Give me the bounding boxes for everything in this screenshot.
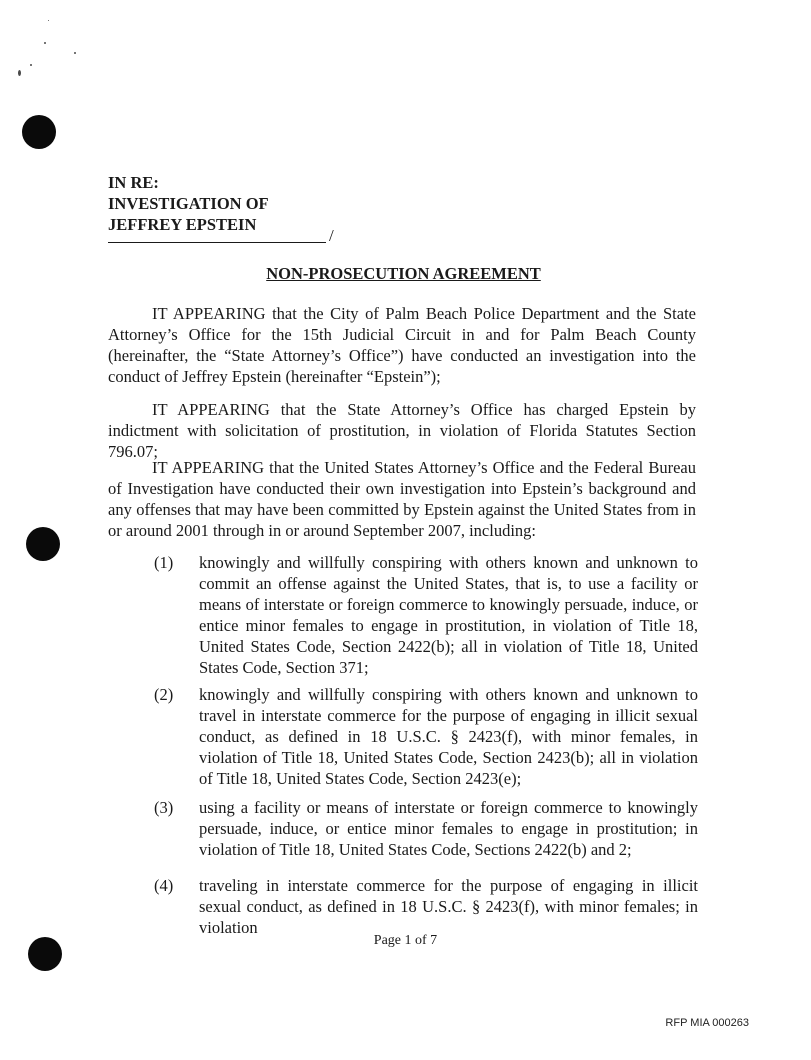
list-item (150, 797, 698, 860)
document-title (0, 264, 811, 284)
list-item-number: (2) (154, 685, 174, 704)
document-title-text: NON-PROSECUTION AGREEMENT (266, 264, 541, 283)
list-item-text: knowingly and willfully conspiring with others known and unknown to travel in interstate commerce for the purpose of engaging in illicit sexual conduct, as defined in 18 U.S.C. § 2423(f), with minor females, in violation of Title 18, United States Code, Section 2423(b); all in violation of Title 18, United States Code, Section 2423(e); (199, 685, 698, 788)
list-item-number: (1) (154, 553, 174, 572)
list-item-text: using a facility or means of interstate or foreign commerce to knowingly persuade, induce, or entice minor females to engage in prostitution; in violation of Title 18, United States Code, Sections 2422(b) and 2; (199, 798, 698, 859)
page-number: Page 1 of 7 (373, 933, 438, 948)
list-item-number: (3) (154, 798, 174, 817)
scan-speck (74, 52, 76, 54)
paragraph-indictment: IT APPEARING that the State Attorney’s Office has charged Epstein by indictment with solicitation of prostitution, in violation of Florida Statutes Section 796.07; (108, 400, 696, 461)
scan-speck (30, 64, 32, 66)
caption-rule (108, 228, 326, 243)
scan-speck (18, 70, 21, 76)
list-item (150, 552, 698, 678)
scan-speck (44, 42, 46, 44)
caption-line-name: JEFFREY EPSTEIN (108, 215, 257, 234)
list-item (150, 875, 698, 938)
scan-speck (48, 20, 49, 21)
case-caption (108, 172, 269, 235)
paragraph-federal-investigation: IT APPEARING that the United States Attorney’s Office and the Federal Bureau of Investigation have conducted their own investigation into Epstein’s background and any offenses that may have been committed by Epstein against the United States from in or around 2001 through in or around September 2007, including: (108, 458, 696, 540)
list-item-text: traveling in interstate commerce for the purpose of engaging in illicit sexual conduct, as defined in 18 U.S.C. § 2423(f), with minor females; in violation (199, 876, 698, 937)
punch-hole-middle (26, 527, 60, 561)
caption-slash: / (329, 226, 334, 245)
bates-number: RFP MIA 000263 (665, 1017, 749, 1029)
paragraph-investigation: IT APPEARING that the City of Palm Beach Police Department and the State Attorney’s Office for the 15th Judicial Circuit in and for Palm Beach County (hereinafter, the “State Attorney’s Office”) have conducted an investigation into the conduct of Jeffrey Epstein (hereinafter “Epstein”); (108, 304, 696, 386)
punch-hole-top (22, 115, 56, 149)
list-item-number: (4) (154, 876, 174, 895)
caption-line-in-re: IN RE: (108, 173, 159, 192)
list-item (150, 684, 698, 789)
list-item-text: knowingly and willfully conspiring with others known and unknown to commit an offense against the United States, that is, to use a facility or means of interstate or foreign commerce to knowingly persuade, induce, or entice minor females to engage in prostitution, in violation of Title 18, United States Code, Section 2422(b); all in violation of Title 18, United States Code, Section 371; (199, 553, 698, 677)
caption-line-investigation: INVESTIGATION OF (108, 194, 269, 213)
